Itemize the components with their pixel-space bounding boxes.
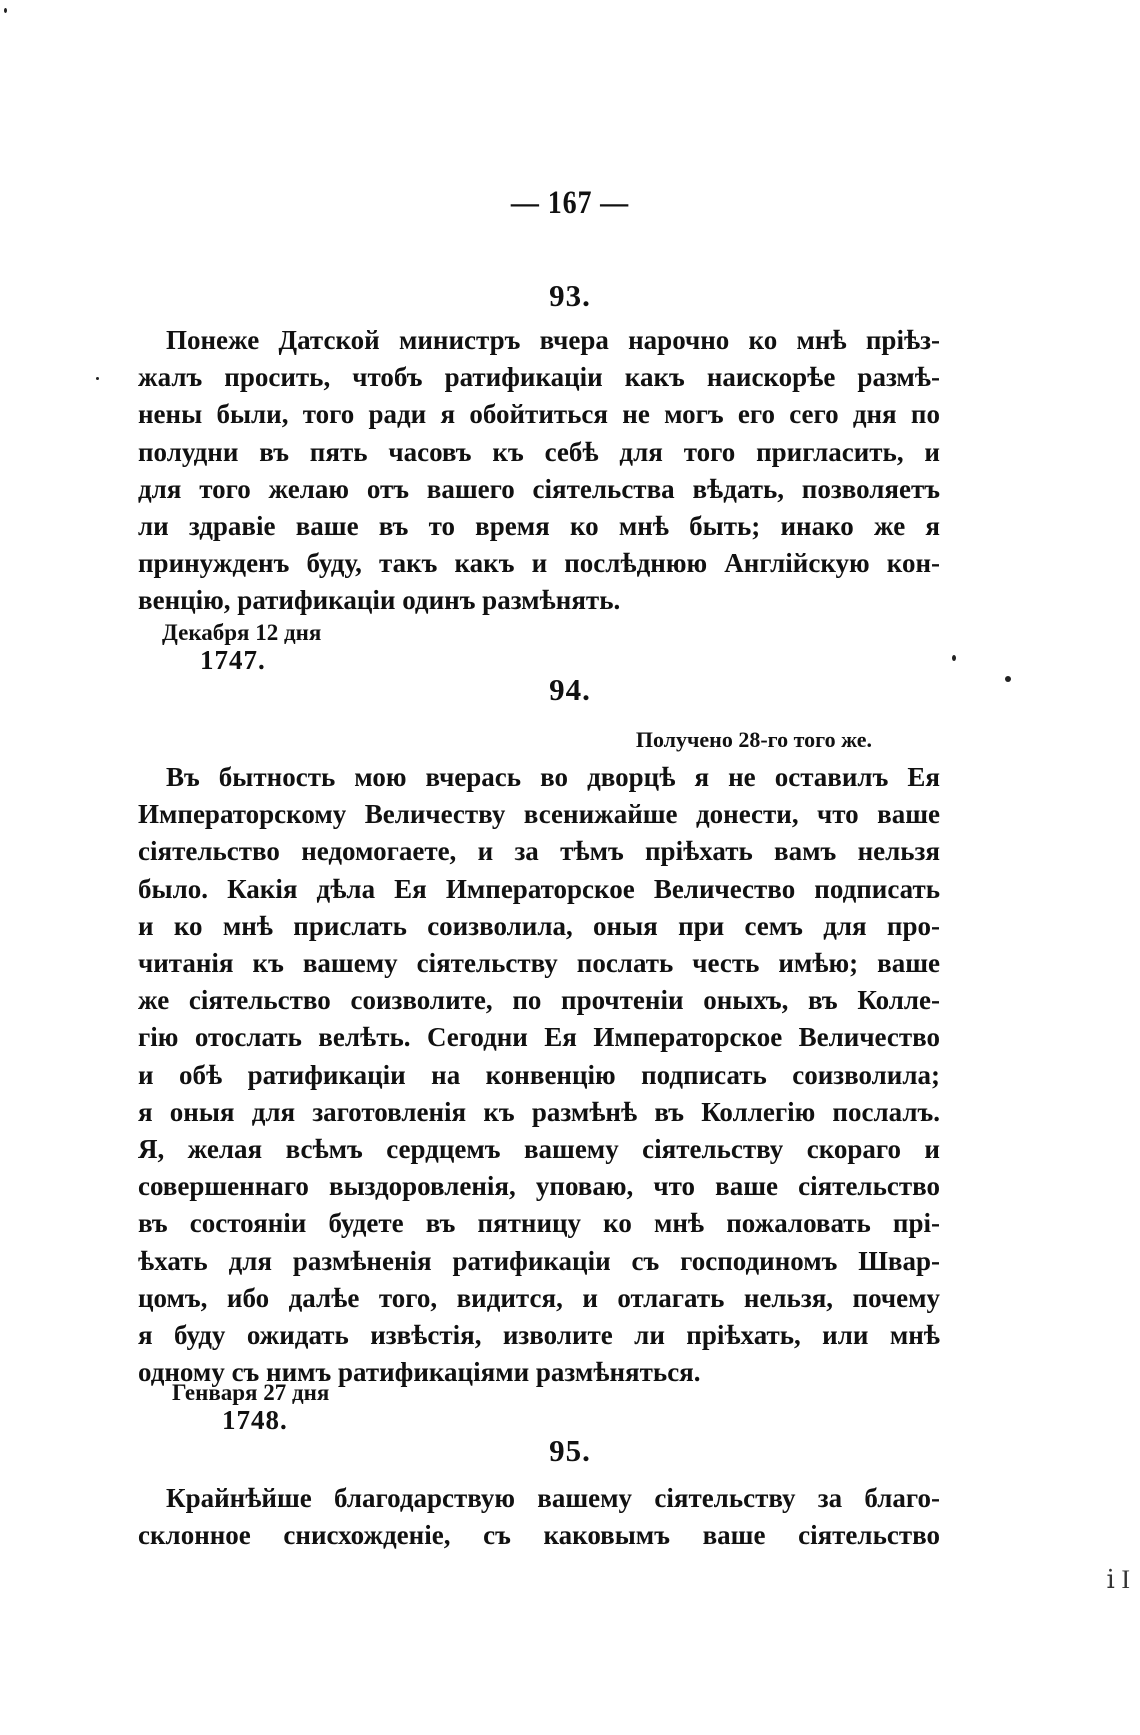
letter-95-body [138,1480,940,1554]
text-line: жалъ просить, чтобъ ратификаціи какъ наискорѣе размѣ- [138,362,940,393]
text-line: принужденъ буду, такъ какъ и послѣднюю Англійскую кон- [138,548,940,579]
text-line: Въ бытность мою вчерась во дворцѣ я не оставилъ Ея [166,762,940,792]
text-line: сіятельство недомогаете, и за тѣмъ пріѣхать вамъ нельзя [138,836,940,867]
letter-94-date: Генваря 27 дня [172,1380,330,1405]
text-line: я оныя для заготовленія къ размѣнѣ въ Коллегію послалъ. [138,1096,940,1127]
scan-speck [952,655,956,661]
text-line: гію отослать велѣть. Сегодни Ея Императорское Величество [138,1022,940,1053]
text-line: Понеже Датской министръ вчера нарочно ко мнѣ пріѣз- [166,325,940,355]
received-note: Получено 28-го того же. [635,727,872,752]
text-line: ли здравіе ваше въ то время ко мнѣ быть; инако же я [138,511,940,542]
text-line: Императорскому Величеству всенижайше донести, что ваше [138,799,940,830]
text-line: совершеннаго выздоровленія, уповаю, что ваше сіятельство [138,1171,940,1202]
page-number: — 167 — [510,185,630,221]
text-line: же сіятельство соизволите, по прочтеніи оныхъ, въ Колле- [138,985,940,1016]
text-line: цомъ, ибо далѣе того, видится, и отлагать нельзя, почему [138,1282,940,1313]
text-line: ѣхать для размѣненія ратификаціи съ господиномъ Швар- [138,1245,940,1276]
text-line: и обѣ ратификаціи на конвенцію подписать соизволила; [138,1059,940,1090]
text-line: я буду ожидать извѣстія, изволите ли пріѣхать, или мнѣ [138,1320,940,1351]
text-line: Крайнѣйше благодарствую вашему сіятельству за благо- [166,1483,940,1513]
letter-94-body [138,759,940,1391]
text-line: полудни въ пять часовъ къ себѣ для того пригласить, и [138,436,940,467]
margin-marks: ⅰ I [1106,1565,1130,1594]
letter-number-93: 93. [549,278,591,313]
text-line: склонное снисхожденіе, съ каковымъ ваше сіятельство [138,1520,940,1551]
text-line: Я, желая всѣмъ сердцемъ вашему сіятельству скораго и [138,1134,940,1165]
letter-94-year: 1748. [222,1405,288,1435]
letter-number-95: 95. [549,1433,591,1468]
scan-speck [96,377,99,380]
text-line: и ко мнѣ прислать соизволила, оныя при семъ для про- [138,910,940,941]
text-line: читанія къ вашему сіятельству послать честь имѣю; ваше [138,948,940,979]
letter-number-94: 94. [549,672,591,707]
text-line: было. Какія дѣла Ея Императорское Величество подписать [138,873,940,904]
text-line: въ состояніи будете въ пятницу ко мнѣ пожаловать прі- [138,1208,940,1239]
text-line: одному съ нимъ ратификаціями размѣняться. [138,1357,701,1388]
letter-93-body [138,322,940,620]
scan-speck [4,8,7,13]
text-line: для того желаю отъ вашего сіятельства вѣдать, позволяетъ [138,473,940,504]
text-line: нены были, того ради я обойтиться не могъ его сего дня по [138,399,940,430]
letter-93-date: Декабря 12 дня [162,620,322,645]
text-line: венцію, ратификаціи одинъ размѣнять. [138,585,621,616]
letter-93-year: 1747. [200,645,266,675]
scan-speck [1005,676,1011,682]
